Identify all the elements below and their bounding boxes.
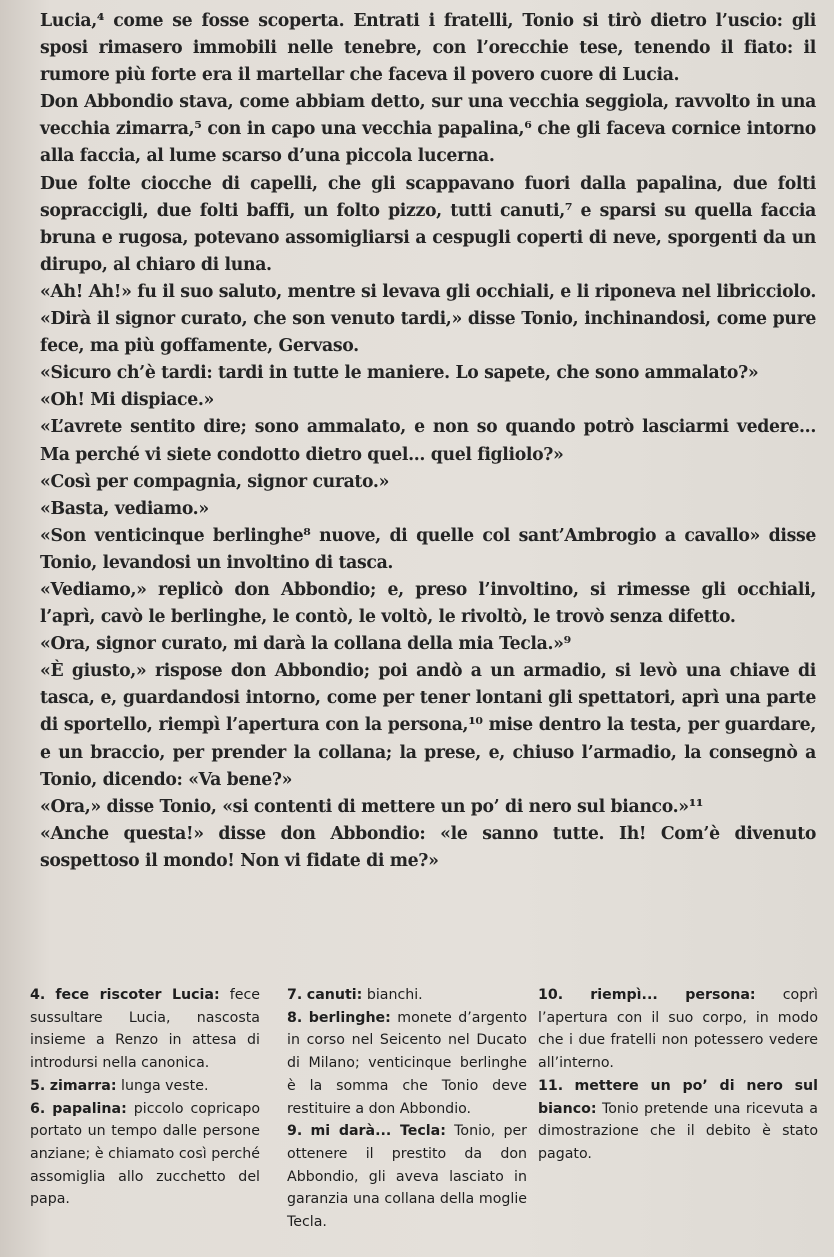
footnote-number: 5. bbox=[30, 1077, 46, 1094]
footnote-term: mi darà... Tecla: bbox=[310, 1123, 446, 1140]
footnote-column bbox=[30, 984, 260, 1211]
footnote-8 bbox=[287, 1007, 527, 1121]
paragraph: «Anche questa!» disse don Abbondio: «le sanno tutte. Ih! Com’è divenuto sospettoso il mondo! Non vi fidate di me?» bbox=[40, 823, 816, 871]
footnote-text: monete d’argento in corso nel Seicento nel Ducato di Milano; venticinque berlinghe è la somma che Tonio deve restituire a don Abbondio. bbox=[287, 1009, 527, 1117]
footnote-7 bbox=[287, 984, 527, 1007]
paragraph: «Son venticinque berlinghe⁸ nuove, di quelle col sant’Ambrogio a cavallo» disse Tonio, levandosi un involtino di tasca. bbox=[40, 525, 816, 573]
paragraph: «Vediamo,» replicò don Abbondio; e, preso l’involtino, si rimesse gli occhiali, l’aprì, cavò le berlinghe, le contò, le voltò, le rivoltò, le trovò senza difetto. bbox=[40, 579, 816, 628]
footnote-5 bbox=[30, 1075, 260, 1098]
footnote-column bbox=[538, 984, 818, 1166]
footnote-9 bbox=[287, 1120, 527, 1234]
footnote-number: 7. bbox=[287, 987, 303, 1003]
footnote-term: papalina: bbox=[52, 1100, 127, 1117]
footnote-text: Tonio pretende una ricevuta a dimostrazione che il debito è stato pagato. bbox=[538, 1100, 818, 1162]
paragraph: Due folte ciocche di capelli, che gli scappavano fuori dalla papalina, due folti sopraccigli, due folti baffi, un folto pizzo, tutti canuti,⁷ e sparsi su quella faccia bruna e rugosa, potevano assomigliarsi a cespugli coperti di neve, sporgenti da un dirupo, al chiaro di luna. bbox=[40, 173, 816, 275]
paragraph: Don Abbondio stava, come abbiam detto, sur una vecchia seggiola, ravvolto in una vecchia zimarra,⁵ con in capo una vecchia papalina,⁶ che gli faceva cornice intorno alla faccia, al lume scarso d’una piccola lucerna. bbox=[40, 92, 816, 167]
footnote-text: fece sussultare Lucia, nascosta insieme a Renzo in attesa di introdursi nella canonica. bbox=[30, 987, 260, 1072]
footnote-10 bbox=[538, 984, 818, 1075]
footnote-text: Tonio, per ottenere il prestito da don Abbondio, gli aveva lasciato in garanzia una collana della moglie Tecla. bbox=[287, 1123, 528, 1231]
footnote-text: bianchi. bbox=[366, 987, 423, 1003]
footnote-number: 4. bbox=[30, 987, 46, 1003]
footnotes bbox=[30, 984, 820, 1256]
paragraph: «È giusto,» rispose don Abbondio; poi andò a un armadio, si levò una chiave di tasca, e, guardandosi intorno, come per tener lontani gli spettatori, aprì una parte di sportello, riempì l’apertura con la persona,¹⁰ mise dentro la testa, per guardare, e un braccio, per prender la collana; la prese, e, chiuso l’armadio, la consegnò a Tonio, dicendo: «Va bene?» bbox=[40, 661, 816, 790]
footnote-term: riempì... persona: bbox=[590, 987, 756, 1003]
paragraph: «Ora, signor curato, mi darà la collana della mia Tecla.»⁹ bbox=[40, 634, 571, 655]
footnote-number: 8. bbox=[287, 1009, 303, 1026]
footnote-term: fece riscoter Lucia: bbox=[55, 987, 220, 1003]
footnote-number: 10. bbox=[538, 987, 564, 1003]
footnote-text: coprì l’apertura con il suo corpo, in modo che i due fratelli non potessero vedere all’interno. bbox=[538, 987, 818, 1072]
paragraph: «Dirà il signor curato, che son venuto tardi,» disse Tonio, inchinandosi, come pure fece, ma più goffamente, Gervaso. bbox=[40, 309, 816, 357]
main-text bbox=[40, 8, 816, 875]
paragraph: Lucia,⁴ come se fosse scoperta. Entrati i fratelli, Tonio si tirò dietro l’uscio: gli sposi rimasero immobili nelle tenebre, con l’orecchie tese, tenendo il fiato: il rumore più forte era il martellar che faceva il povero cuore di Lucia. bbox=[40, 11, 816, 86]
footnote-text: lunga veste. bbox=[121, 1077, 209, 1094]
footnote-text: piccolo copricapo portato un tempo dalle persone anziane; è chiamato così perché assomiglia allo zucchetto del papa. bbox=[30, 1100, 260, 1208]
footnote-11 bbox=[538, 1075, 818, 1166]
footnote-number: 11. bbox=[538, 1077, 564, 1094]
paragraph: «Così per compagnia, signor curato.» bbox=[40, 471, 390, 492]
footnote-number: 6. bbox=[30, 1100, 46, 1117]
paragraph: «Ora,» disse Tonio, «si contenti di mettere un po’ di nero sul bianco.»¹¹ bbox=[40, 796, 704, 817]
paragraph: «L’avrete sentito dire; sono ammalato, e non so quando potrò lasciarmi vedere... Ma perché vi siete condotto dietro quel... quel figliolo?» bbox=[40, 417, 816, 465]
footnote-number: 9. bbox=[287, 1123, 303, 1140]
footnote-column bbox=[287, 984, 527, 1234]
footnote-term: zimarra: bbox=[49, 1077, 117, 1094]
paragraph: «Sicuro ch’è tardi: tardi in tutte le maniere. Lo sapete, che sono ammalato?» bbox=[40, 363, 759, 384]
paragraph: «Basta, vediamo.» bbox=[40, 498, 209, 519]
footnote-term: berlinghe: bbox=[308, 1009, 391, 1026]
paragraph: «Ah! Ah!» fu il suo saluto, mentre si levava gli occhiali, e li riponeva nel libricciolo. bbox=[40, 281, 817, 302]
footnote-4 bbox=[30, 984, 260, 1075]
footnote-term: mettere un po’ di nero sul bianco: bbox=[538, 1077, 818, 1117]
footnote-term: canuti: bbox=[306, 987, 363, 1003]
footnote-6 bbox=[30, 1098, 260, 1212]
paragraph: «Oh! Mi dispiace.» bbox=[40, 390, 214, 411]
